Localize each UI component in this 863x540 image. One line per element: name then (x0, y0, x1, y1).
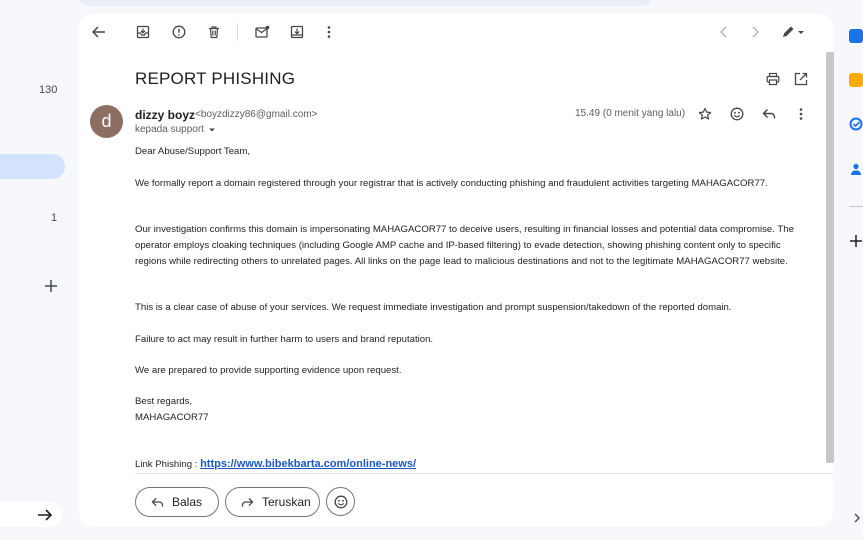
body-paragraph: We formally report a domain registered through your registrar that is actively conducting phishing and fraudulent activities targeting MAHAGACOR77. (135, 178, 768, 189)
reply-label: Balas (172, 495, 203, 509)
reply-divider (135, 473, 833, 474)
recipient-label: kepada support (135, 124, 204, 135)
reply-icon-button[interactable] (755, 100, 783, 128)
reply-icon (151, 497, 164, 508)
calendar-icon[interactable] (849, 29, 863, 43)
forward-button[interactable] (225, 487, 320, 517)
email-timestamp: 15.49 (0 menit yang lalu) (575, 108, 686, 119)
more-options-button[interactable] (315, 18, 343, 46)
recipient-details[interactable] (135, 124, 217, 135)
archive-icon (136, 25, 150, 39)
move-to-button[interactable] (283, 18, 311, 46)
reply-button[interactable] (135, 487, 219, 517)
chevron-right-icon[interactable] (852, 512, 862, 524)
keep-icon[interactable] (849, 73, 863, 87)
body-paragraph: We are prepared to provide supporting evidence upon request. (135, 365, 402, 376)
sidebar-selected-item[interactable] (0, 154, 65, 179)
add-reaction-button[interactable] (723, 100, 751, 128)
trash-icon (207, 25, 221, 39)
open-in-new-icon (794, 72, 808, 86)
more-vert-icon (327, 25, 331, 39)
print-icon (766, 72, 780, 86)
forward-icon (241, 497, 254, 508)
report-spam-icon (172, 25, 186, 39)
newer-button[interactable] (710, 18, 738, 46)
print-button[interactable] (759, 65, 787, 93)
plus-icon[interactable] (43, 278, 59, 294)
sender-name[interactable]: dizzy boyz (135, 108, 196, 122)
body-paragraph: Our investigation confirms this domain is impersonating MAHAGACOR77 to deceive users, resulting in financial losses and potential data compromise. The operator employs cloaking techniques (including Google AMP cache and IP-based filtering) to evade detection, showing phishing content only to specific regions while redirecting others to unrelated pages. All links on the page lead to malicious destinations and not to the legitimate MAHAGACOR77 website. (135, 224, 794, 267)
email-view (79, 13, 833, 527)
label-count-secondary: 1 (51, 212, 58, 224)
forward-label: Teruskan (262, 495, 311, 509)
star-icon (698, 107, 712, 121)
back-button[interactable] (85, 18, 113, 46)
pencil-icon (781, 25, 805, 39)
body-paragraph: MAHAGACOR77 (135, 412, 209, 423)
body-paragraph: This is a clear case of abuse of your services. We request immediate investigation and prompt suspension/takedown of the reported domain. (135, 302, 732, 313)
report-spam-button[interactable] (165, 18, 193, 46)
toolbar-divider (237, 23, 238, 41)
delete-button[interactable] (200, 18, 228, 46)
star-button[interactable] (691, 100, 719, 128)
label-count-inbox: 130 (39, 84, 58, 96)
input-tools-button[interactable] (776, 18, 810, 46)
side-panel-divider (849, 206, 863, 207)
open-in-new-window-button[interactable] (787, 65, 815, 93)
search-bar-edge (78, 0, 653, 6)
body-paragraph: Failure to act may result in further harm to users and brand reputation. (135, 334, 434, 345)
scrollbar[interactable] (826, 52, 834, 463)
arrow-right-icon[interactable] (36, 507, 54, 523)
message-more-button[interactable] (787, 100, 815, 128)
phishing-link-label: Link Phishing : (135, 459, 201, 470)
chevron-left-icon (719, 26, 729, 38)
message-toolbar (79, 13, 833, 51)
tasks-icon[interactable] (849, 117, 863, 131)
contacts-icon[interactable] (849, 162, 863, 176)
move-to-icon (290, 25, 304, 39)
phishing-link-line (135, 458, 416, 470)
phishing-link[interactable]: https://www.bibekbarta.com/online-news/ (200, 458, 417, 470)
archive-button[interactable] (129, 18, 157, 46)
body-paragraph: Best regards, (135, 396, 193, 407)
older-button[interactable] (741, 18, 769, 46)
emoji-icon (730, 107, 744, 121)
avatar[interactable]: d (90, 105, 123, 138)
mark-unread-icon (255, 25, 270, 39)
emoji-reaction-button[interactable] (326, 487, 355, 516)
emoji-icon (334, 495, 348, 509)
reply-icon (762, 108, 776, 120)
plus-icon[interactable] (849, 234, 863, 248)
arrow-left-icon (92, 25, 106, 39)
caret-down-icon[interactable] (207, 126, 217, 134)
more-vert-icon (799, 107, 803, 121)
sender-email: <boyzdizzy86@gmail.com> (195, 109, 318, 120)
mark-unread-button[interactable] (248, 18, 276, 46)
chevron-right-icon (750, 26, 760, 38)
body-paragraph: Dear Abuse/Support Team, (135, 146, 251, 157)
email-subject: REPORT PHISHING (135, 69, 296, 88)
